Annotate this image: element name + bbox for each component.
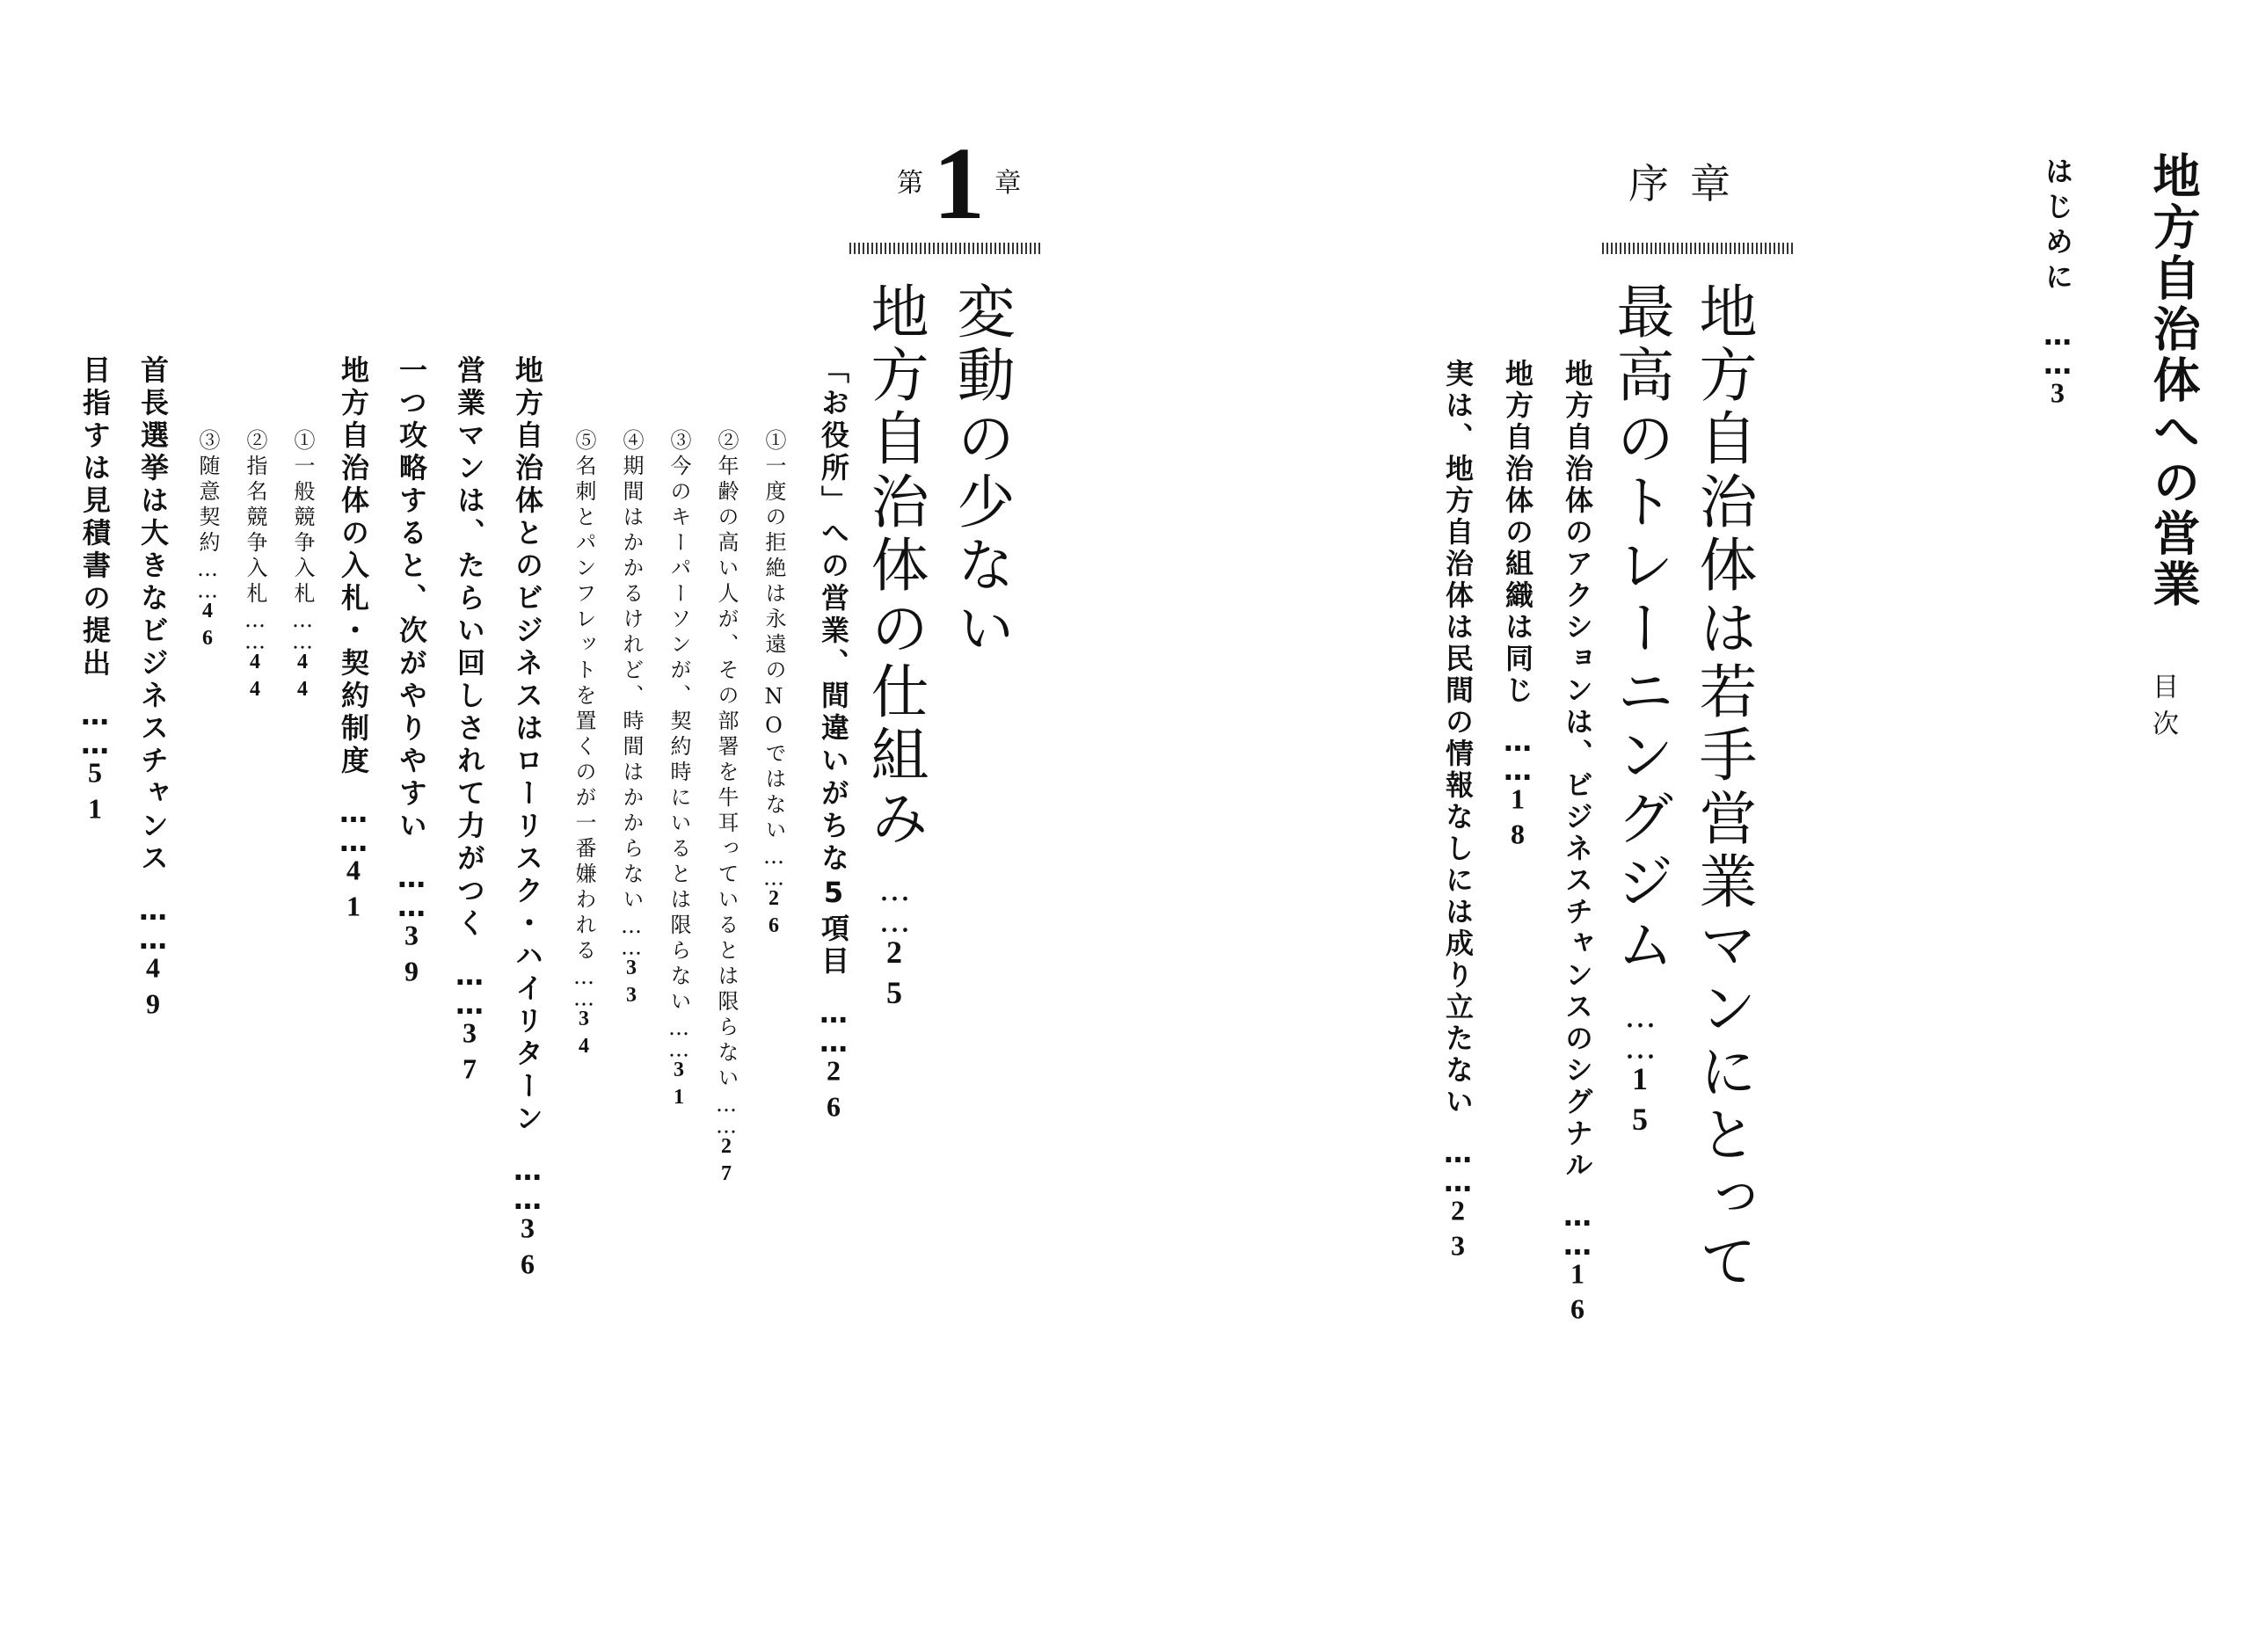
page-number: 44	[291, 650, 314, 705]
toc-entry-title: 首長選挙は大きなビジネスチャンス	[136, 355, 170, 876]
prologue-title-line1: 地方自治体は若手営業マンにとって	[1689, 281, 1757, 1294]
toc-leader-dots: ……	[195, 557, 220, 600]
toc-subentry-bid-2[interactable]	[244, 429, 266, 705]
book-title-text: 地方自治体への営業	[2145, 151, 2201, 610]
subentry-number: ⑤	[572, 429, 596, 455]
page-number: 23	[1442, 1194, 1474, 1265]
toc-entry-prologue-3[interactable]	[1441, 359, 1475, 1265]
toc-entry-title: 期間はかかるけれど、時間はかからない	[619, 455, 644, 913]
toc-entry-ch1-b1[interactable]	[136, 355, 170, 1024]
toc-leader-dots: ……	[78, 698, 112, 757]
toc-entry-ch1-a1[interactable]	[511, 355, 544, 1284]
chapter1-title-line1: 変動の少ない	[947, 281, 1015, 661]
toc-entry-title: 指名競争入札	[243, 455, 267, 608]
toc-entry-ch1-a4[interactable]	[339, 355, 368, 926]
page-number: 27	[715, 1134, 738, 1190]
subentry-number: ③	[667, 429, 691, 455]
toc-entry-title: 営業マンは、たらい回しされて力がつく	[453, 355, 486, 941]
toc-entry-title: 「お役所」への営業、間違いがちな5項目	[817, 355, 850, 979]
book-title	[2145, 151, 2201, 610]
toc-leader-dots: ……	[453, 958, 486, 1017]
chapter1-label	[897, 126, 1022, 241]
toc-entry-ch1-a3[interactable]	[397, 355, 426, 991]
subentry-number: ①	[761, 429, 786, 455]
toc-entry-ch1-a2[interactable]	[455, 355, 484, 1088]
page-number: 26	[762, 886, 785, 942]
toc-entry-intro[interactable]	[2043, 156, 2072, 415]
toc-entry-section-oyakusho[interactable]	[817, 355, 850, 1127]
toc-leader-dots: ……	[395, 861, 428, 920]
toc-entry-title: 随意契約	[195, 455, 220, 557]
subentry-number: ④	[619, 429, 644, 455]
toc-subentry-4[interactable]	[621, 429, 642, 1011]
page-number: 16	[1562, 1257, 1593, 1328]
toc-subentry-3[interactable]	[668, 429, 689, 1113]
toc-leader-dots: ……	[136, 893, 170, 952]
toc-entry-title: 地方自治体のアクションは、ビジネスチャンスのシグナル	[1561, 359, 1594, 1182]
page-number: 15	[1622, 1061, 1657, 1143]
page-number: 25	[877, 935, 912, 1016]
page-number: 46	[196, 599, 219, 654]
toc-subentry-5[interactable]	[573, 429, 594, 1062]
prologue-divider	[1602, 243, 1794, 254]
toc-entry-title: 地方自治体の組織は同じ	[1501, 359, 1534, 707]
chapter1-title	[947, 281, 1015, 661]
page-number: 49	[137, 951, 169, 1024]
toc-leader-dots: ……	[619, 913, 644, 957]
toc-entry-title: はじめに	[2041, 156, 2074, 297]
toc-entry-prologue-1[interactable]	[1563, 359, 1592, 1328]
toc-entry-title: 名刺とパンフレットを置くのが一番嫌われる	[572, 455, 596, 964]
page-number: 33	[620, 956, 643, 1011]
toc-entry-title: 一般競争入札	[290, 455, 315, 608]
toc-leader-dots: ……	[2041, 318, 2074, 377]
page-number: 3	[2042, 376, 2073, 416]
toc-leader-dots: ……	[1622, 999, 1658, 1062]
chapter1-title-line2-col[interactable]	[861, 281, 929, 1016]
page-number: 39	[396, 919, 427, 992]
toc-entry-title: 年齢の高い人が、その部署を牛耳っているとは限らない	[714, 455, 739, 1092]
page-number: 37	[454, 1016, 485, 1089]
prologue-label: 序章	[1628, 160, 1752, 207]
chapter1-divider	[849, 243, 1041, 254]
toc-leader-dots: ……	[572, 964, 596, 1008]
toc-entry-title: 地方自治体の入札・契約制度	[337, 355, 370, 778]
toc-leader-dots: ……	[290, 608, 315, 651]
chapter-suffix: 章	[994, 168, 1022, 199]
toc-leader-dots: ……	[511, 1153, 544, 1212]
toc-entry-title: 今のキーパーソンが、契約時にいるとは限らない	[667, 455, 691, 1015]
toc-subentry-2[interactable]	[716, 429, 737, 1190]
subentry-number: ②	[243, 429, 267, 455]
toc-entry-ch1-b2[interactable]	[78, 355, 112, 829]
toc-entry-title: 地方自治体とのビジネスはローリスク・ハイリターン	[511, 355, 544, 1136]
prologue-title	[1689, 281, 1757, 1294]
toc-leader-dots: ……	[243, 608, 267, 651]
prologue-title-line2: 最高のトレーニングジム	[1606, 281, 1674, 978]
page-number: 44	[244, 650, 266, 705]
page-number: 31	[667, 1058, 690, 1113]
page-number: 26	[818, 1054, 849, 1127]
toc-leader-dots: ……	[1501, 724, 1534, 783]
chapter-prefix: 第	[897, 168, 923, 199]
toc-leader-dots: ……	[1561, 1199, 1594, 1258]
toc-label: 目次	[2147, 673, 2178, 746]
page-number: 41	[338, 854, 369, 927]
toc-entry-title: 一つ攻略すると、次がやりやすい	[395, 355, 428, 843]
subentry-number: ①	[290, 429, 315, 455]
toc-entry-title: 一度の拒絶は永遠のNOではない	[761, 455, 786, 844]
chapter1-title-line2: 地方自治体の仕組み	[861, 281, 929, 851]
toc-leader-dots: ……	[761, 844, 786, 887]
page-number: 51	[79, 756, 111, 829]
toc-leader-dots: ……	[714, 1092, 739, 1135]
toc-subentry-bid-1[interactable]	[292, 429, 313, 705]
subentry-number: ③	[195, 429, 220, 455]
toc-leader-dots: ……	[667, 1015, 691, 1059]
toc-leader-dots: ……	[337, 796, 370, 855]
prologue-title-line2-col[interactable]	[1606, 281, 1674, 1143]
chapter-number: 1	[933, 126, 986, 241]
toc-leader-dots: ……	[877, 872, 913, 935]
toc-entry-title: 実は、地方自治体は民間の情報なしには成り立たない	[1441, 359, 1475, 1118]
page-number: 34	[572, 1007, 595, 1062]
toc-entry-prologue-2[interactable]	[1501, 359, 1534, 854]
toc-leader-dots: ……	[1441, 1136, 1475, 1195]
toc-subentry-bid-3[interactable]	[197, 429, 218, 654]
toc-entry-title: 目指すは見積書の提出	[78, 355, 112, 680]
page-number: 18	[1502, 782, 1533, 854]
toc-subentry-1[interactable]	[763, 429, 784, 942]
subentry-number: ②	[714, 429, 739, 455]
toc-leader-dots: ……	[817, 996, 850, 1055]
page-number: 36	[512, 1212, 543, 1284]
